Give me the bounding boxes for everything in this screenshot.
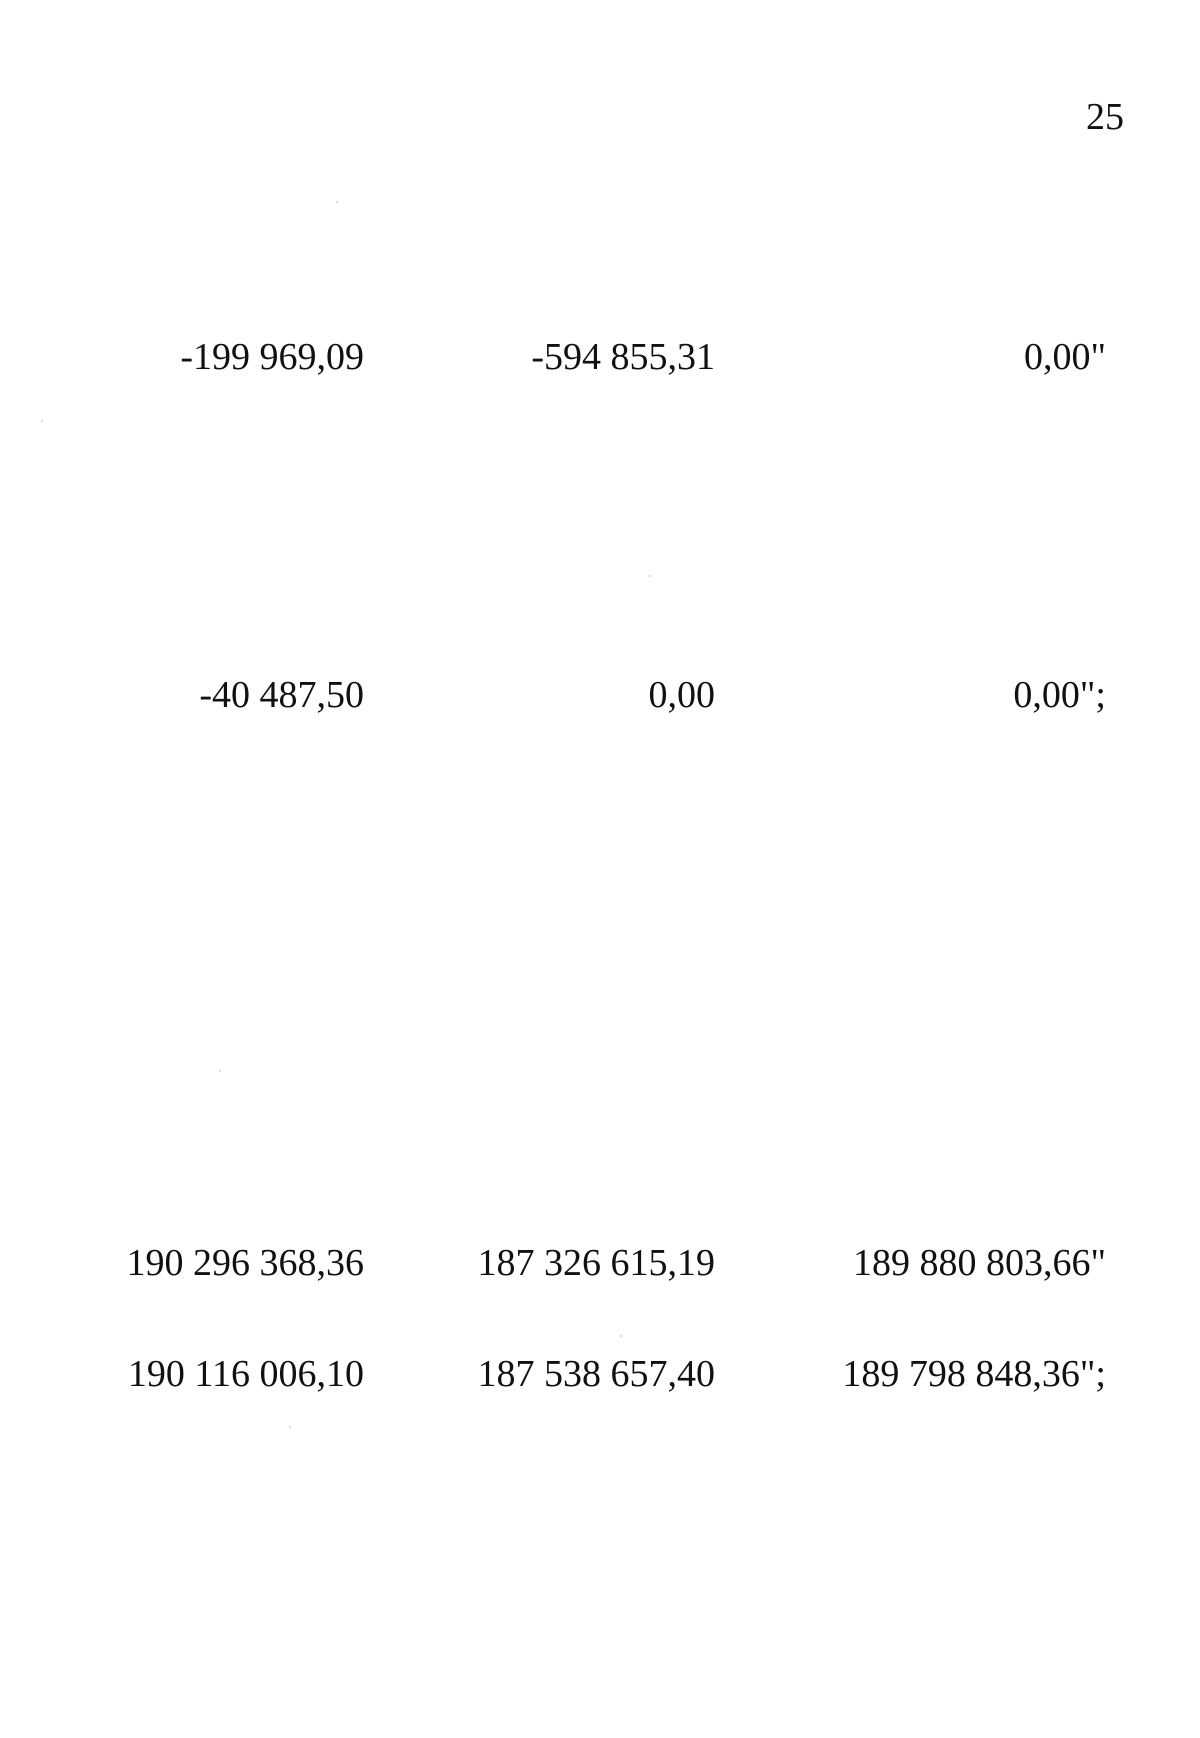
table-row [0, 673, 1200, 717]
scan-speck [219, 1070, 221, 1072]
scan-speck [41, 420, 43, 422]
value-cell: 189 798 848,36"; [842, 1353, 1106, 1395]
value-cell: 190 116 006,10 [127, 1353, 364, 1395]
value-cell: 0,00 [648, 674, 715, 716]
value-cell: 187 326 615,19 [477, 1242, 715, 1284]
value-cell: 187 538 657,40 [477, 1353, 715, 1395]
table-row [0, 1241, 1200, 1285]
value-cell: 0,00"; [1013, 674, 1106, 716]
scan-speck [649, 575, 651, 577]
value-cell: 189 880 803,66" [852, 1242, 1106, 1284]
table-row [0, 1352, 1200, 1396]
scan-speck [336, 201, 338, 203]
value-cell: -199 969,09 [180, 336, 364, 378]
value-cell: -40 487,50 [199, 674, 364, 716]
page-number: 25 [1086, 96, 1124, 138]
value-cell: 0,00" [1023, 336, 1106, 378]
value-cell: -594 855,31 [531, 336, 715, 378]
scan-speck [289, 1426, 291, 1428]
value-cell: 190 296 368,36 [126, 1242, 364, 1284]
table-row [0, 335, 1200, 379]
scan-speck [620, 1335, 622, 1337]
